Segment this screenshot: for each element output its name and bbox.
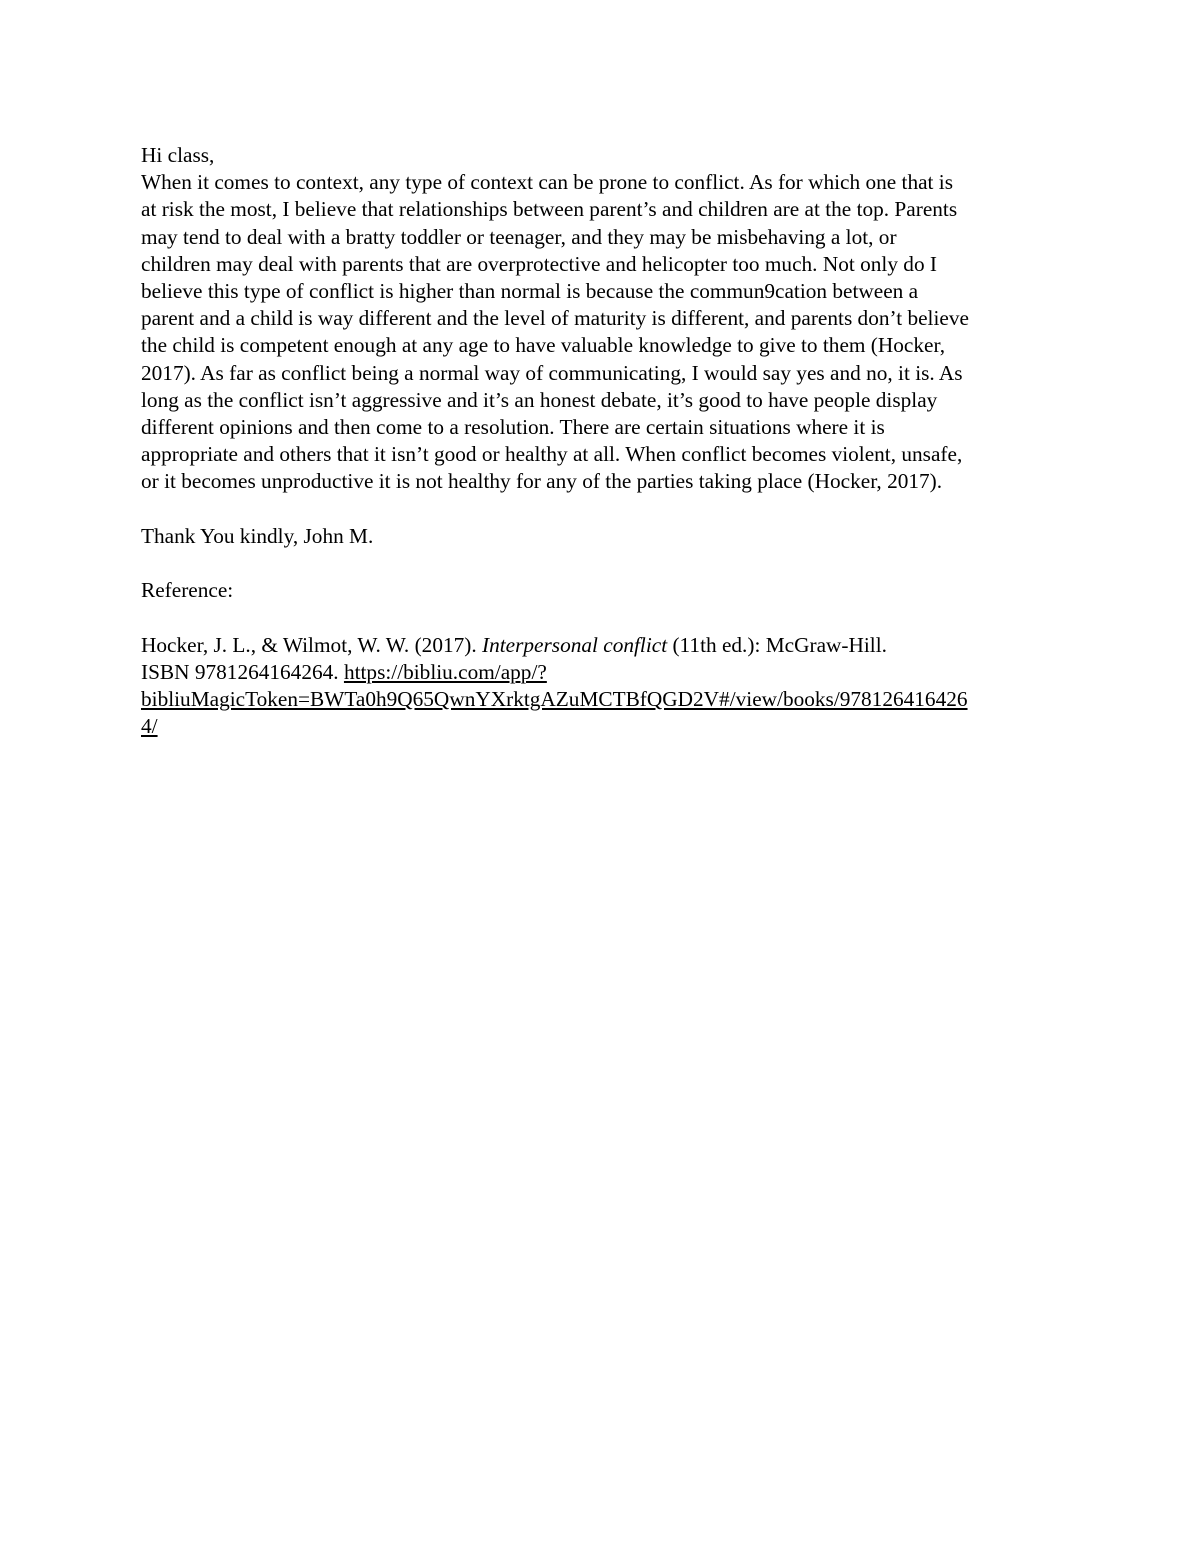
body-line: or it becomes unproductive it is not healthy for any of the parties taking place (Hocker, 2017). (141, 469, 943, 494)
body-line: at risk the most, I believe that relationships between parent’s and children are at the top. Parents (141, 197, 958, 222)
paragraph-spacer (141, 604, 1061, 631)
signoff: Thank You kindly, John M. (141, 523, 374, 548)
body-line: believe this type of conflict is higher than normal is because the commun9cation between a (141, 279, 919, 304)
citation (141, 632, 1061, 741)
body-paragraph (141, 169, 1061, 495)
paragraph-spacer (141, 550, 1061, 577)
body-line: children may deal with parents that are overprotective and helicopter too much. Not only do I (141, 251, 938, 276)
document-page (141, 142, 1061, 740)
citation-edition-publisher: (11th ed.): McGraw-Hill. (667, 632, 887, 657)
citation-line (141, 632, 1061, 659)
body-line: 2017). As far as conflict being a normal way of communicating, I would say yes and no, it is. As (141, 360, 963, 385)
citation-line (141, 713, 1061, 740)
citation-title: Interpersonal conflict (482, 632, 668, 657)
reference-heading: Reference: (141, 578, 234, 603)
body-line: parent and a child is way different and the level of maturity is different, and parents don’t believe (141, 306, 969, 331)
body-line: When it comes to context, any type of context can be prone to conflict. As for which one that is (141, 170, 954, 195)
body-line: appropriate and others that it isn’t good or healthy at all. When conflict becomes violent, unsafe, (141, 442, 963, 467)
greeting-line: Hi class, (141, 143, 215, 167)
body-line: the child is competent enough at any age to have valuable knowledge to give to them (Hocker, (141, 333, 946, 358)
citation-authors: Hocker, J. L., & Wilmot, W. W. (2017). (141, 632, 482, 657)
citation-line (141, 686, 1061, 713)
citation-link[interactable]: 4/ (141, 714, 158, 739)
paragraph-spacer (141, 496, 1061, 523)
body-line: different opinions and then come to a resolution. There are certain situations where it is (141, 415, 885, 440)
body-line: may tend to deal with a bratty toddler or teenager, and they may be misbehaving a lot, or (141, 224, 897, 249)
body-line: long as the conflict isn’t aggressive and it’s an honest debate, it’s good to have people display (141, 387, 938, 412)
citation-line (141, 659, 1061, 686)
citation-isbn: ISBN 9781264164264. (141, 659, 344, 684)
citation-link[interactable]: bibliuMagicToken=BWTa0h9Q65QwnYXrktgAZuMCTBfQGD2V#/view/books/978126416426 (141, 687, 968, 712)
citation-link[interactable]: https://bibliu.com/app/? (343, 659, 547, 684)
